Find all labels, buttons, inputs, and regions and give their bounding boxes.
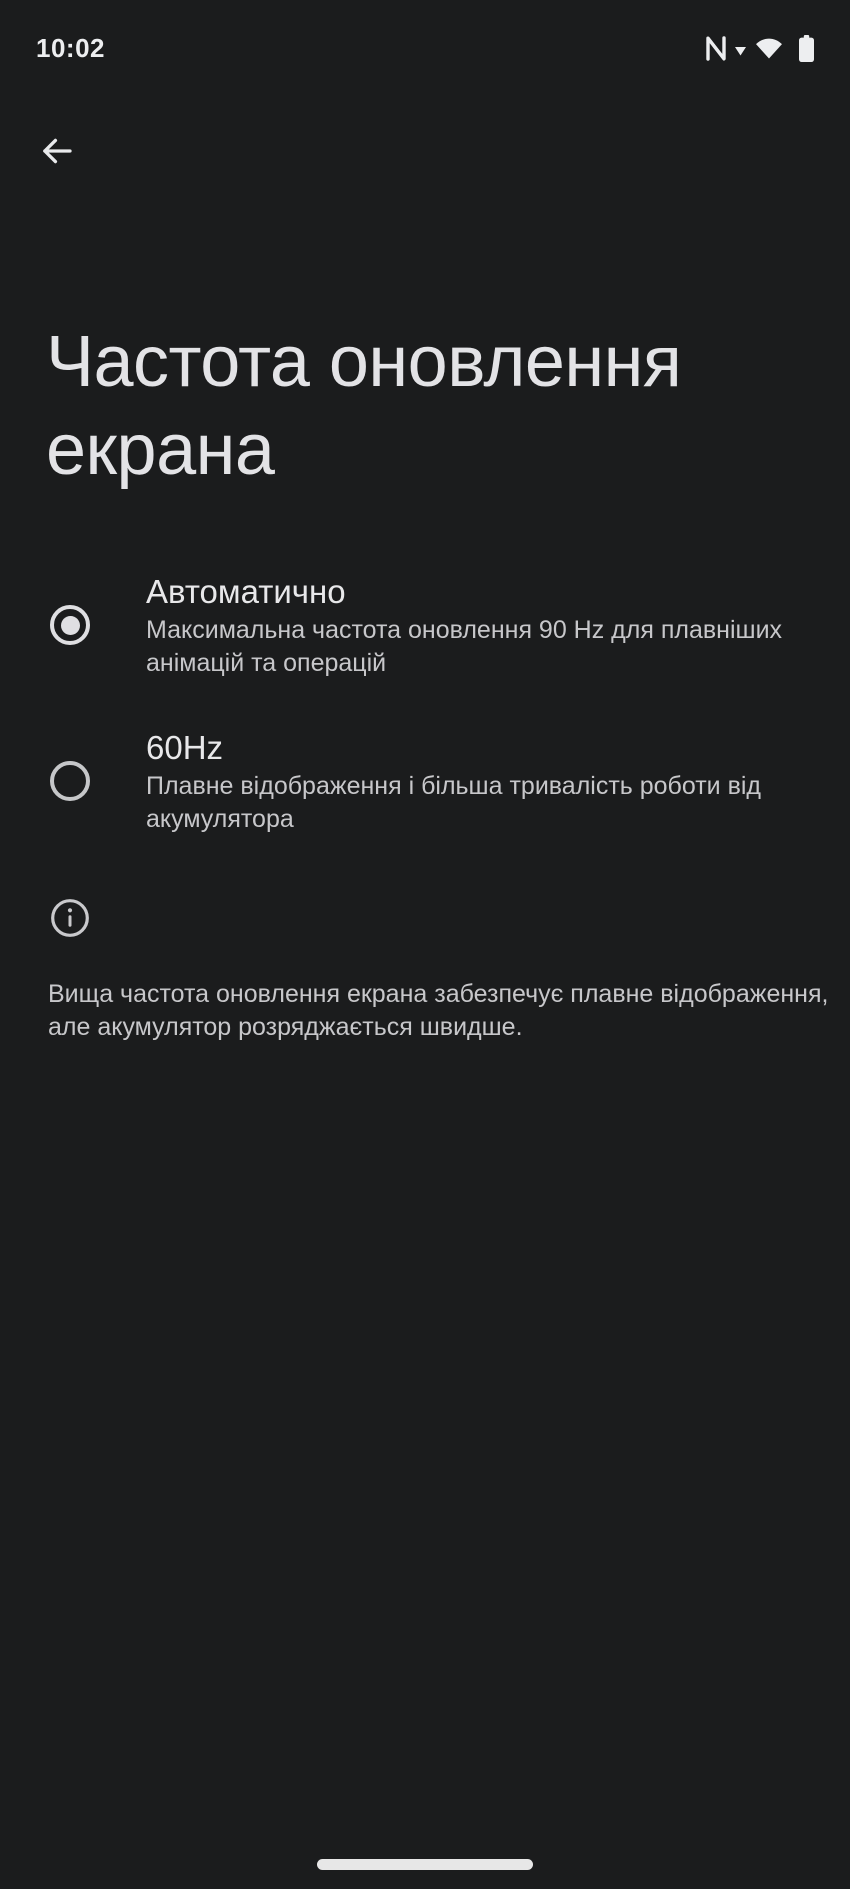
wifi-icon [755, 37, 783, 59]
triangle-down-icon [735, 47, 746, 56]
option-description-line: Плавне відображення і більша тривалість роботи від [146, 772, 762, 800]
option-description-line: акумулятора [146, 805, 294, 833]
option-label: 60Hz [146, 729, 224, 766]
option-texts [146, 570, 850, 680]
option-label: Автоматично [146, 573, 346, 610]
status-icons [704, 35, 814, 62]
radio-column [0, 570, 146, 680]
footer-note-line-2: але акумулятор розряджається швидше. [48, 1013, 523, 1041]
option-60hz[interactable] [0, 726, 850, 836]
status-bar [0, 0, 850, 96]
info-icon [50, 898, 90, 938]
clock: 10:02 [36, 32, 105, 63]
page-title [46, 318, 810, 494]
radio-column [0, 726, 146, 836]
nfc-icon [704, 35, 728, 62]
option-description-line: анімацій та операцій [146, 649, 387, 677]
radio-button-automatic[interactable] [50, 605, 90, 645]
option-texts [146, 726, 850, 836]
arrow-left-icon [38, 132, 76, 173]
page-title-line-2: екрана [46, 410, 275, 490]
refresh-rate-options [0, 570, 850, 836]
gesture-navigation-handle[interactable] [317, 1859, 533, 1870]
option-description-line: Максимальна частота оновлення 90 Hz для плавніших [146, 616, 783, 644]
footer-note [48, 978, 840, 1044]
page-title-line-1: Частота оновлення [46, 322, 682, 402]
battery-icon [799, 35, 814, 62]
footer-note-line-1: Вища частота оновлення екрана забезпечує плавне відображення, [48, 980, 829, 1008]
back-button[interactable] [36, 131, 78, 173]
radio-button-60hz[interactable] [50, 761, 90, 801]
option-automatic[interactable] [0, 570, 850, 680]
